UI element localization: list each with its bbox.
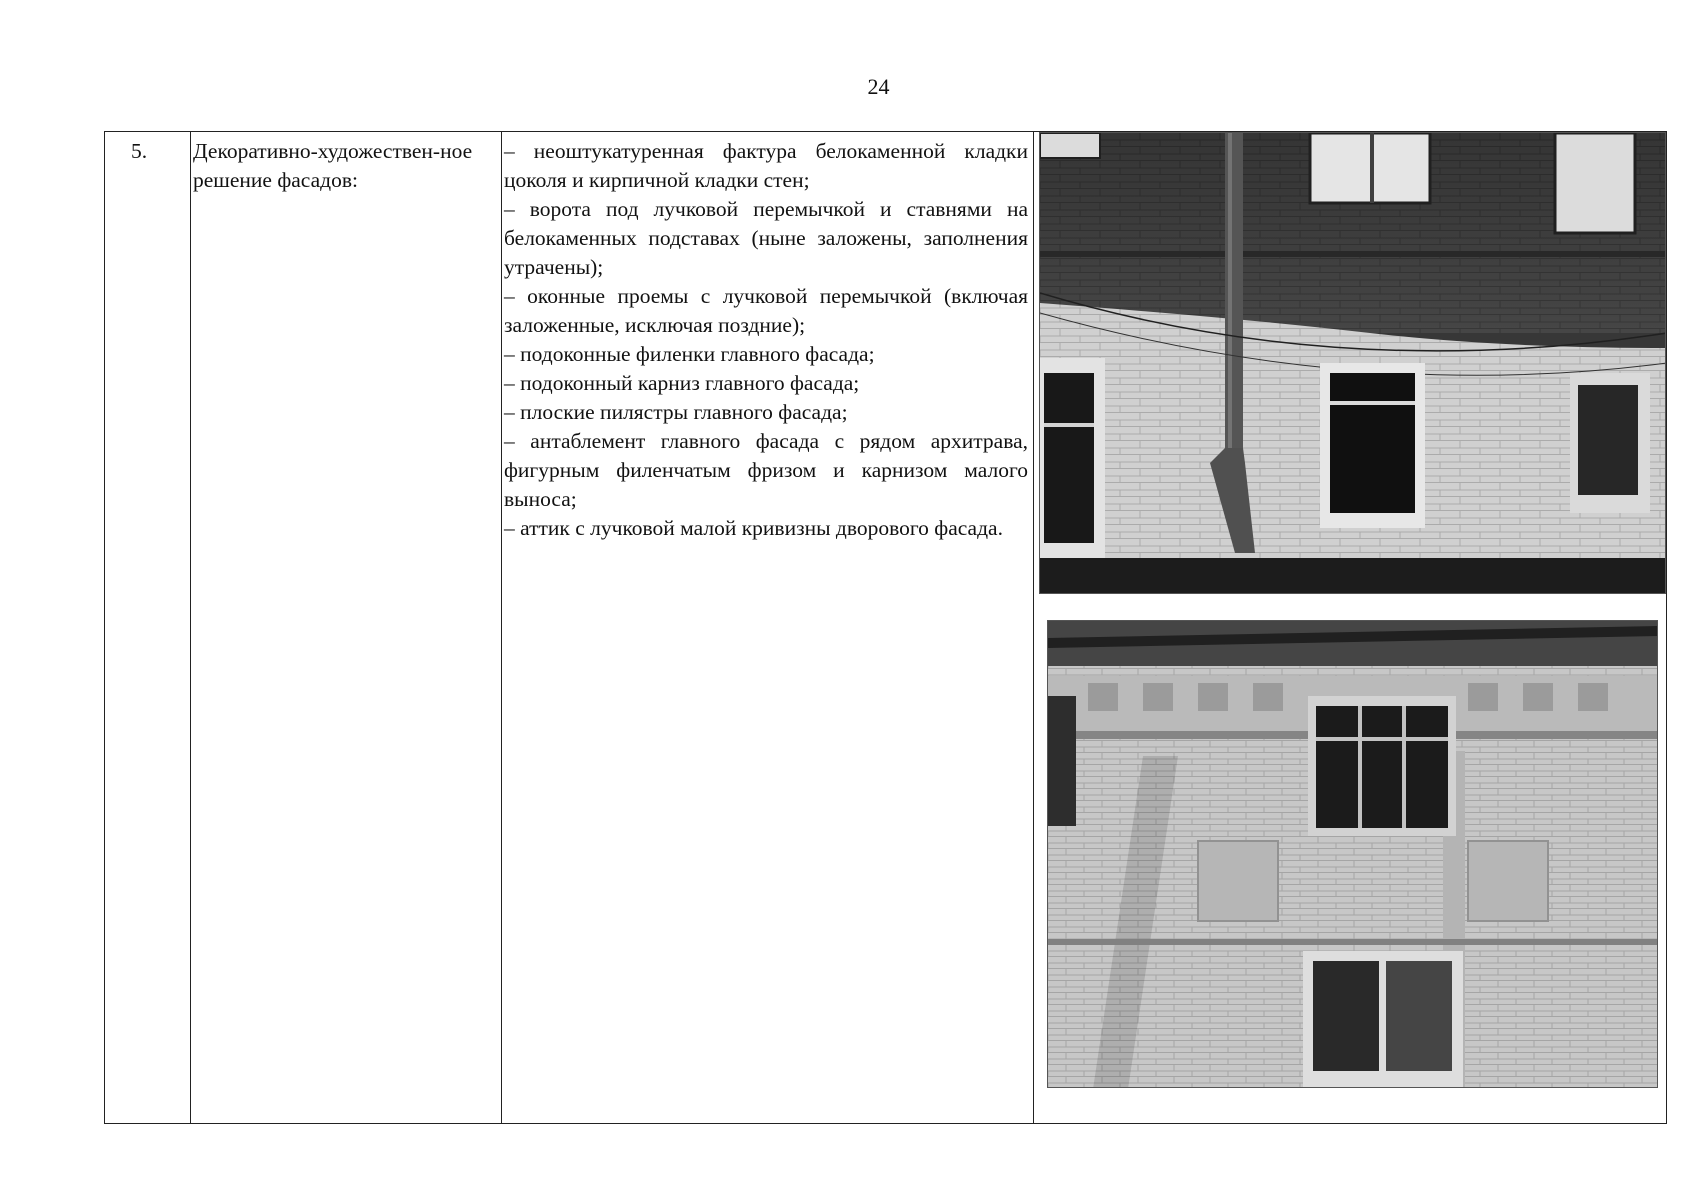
facade-photo-2	[1047, 620, 1658, 1088]
row-number-cell	[105, 132, 191, 1123]
list-item: – подоконный карниз главного фасада;	[504, 371, 860, 395]
row-name: Декоративно-художествен-ное решение фасадов:	[193, 139, 473, 192]
list-item: – оконные проемы с лучковой перемычкой (включая заложенные, исключая поздние);	[504, 284, 1028, 337]
list-item: – подоконные филенки главного фасада;	[504, 342, 875, 366]
list-item: – ворота под лучковой перемычкой и ставнями на белокаменных подставах (ныне заложены, заполнения утрачены);	[504, 197, 1028, 279]
row-number: 5.	[131, 139, 148, 163]
list-item: – аттик с лучковой малой кривизны дворового фасада.	[504, 516, 1003, 540]
list-item: – антаблемент главного фасада с рядом архитрава, фигурным филенчатым фризом и карнизом малого выноса;	[504, 429, 1028, 511]
description-list	[504, 137, 1028, 543]
list-item: – неоштукатуренная фактура белокаменной кладки цоколя и кирпичной кладки стен;	[504, 139, 1028, 192]
row-photo-cell	[1034, 132, 1668, 1123]
list-item: – плоские пилястры главного фасада;	[504, 400, 848, 424]
row-description-cell	[502, 132, 1034, 1123]
page-number: 24	[867, 74, 890, 99]
row-name-cell	[191, 132, 502, 1123]
facade-photo-1	[1039, 132, 1666, 594]
heritage-table	[104, 131, 1667, 1124]
